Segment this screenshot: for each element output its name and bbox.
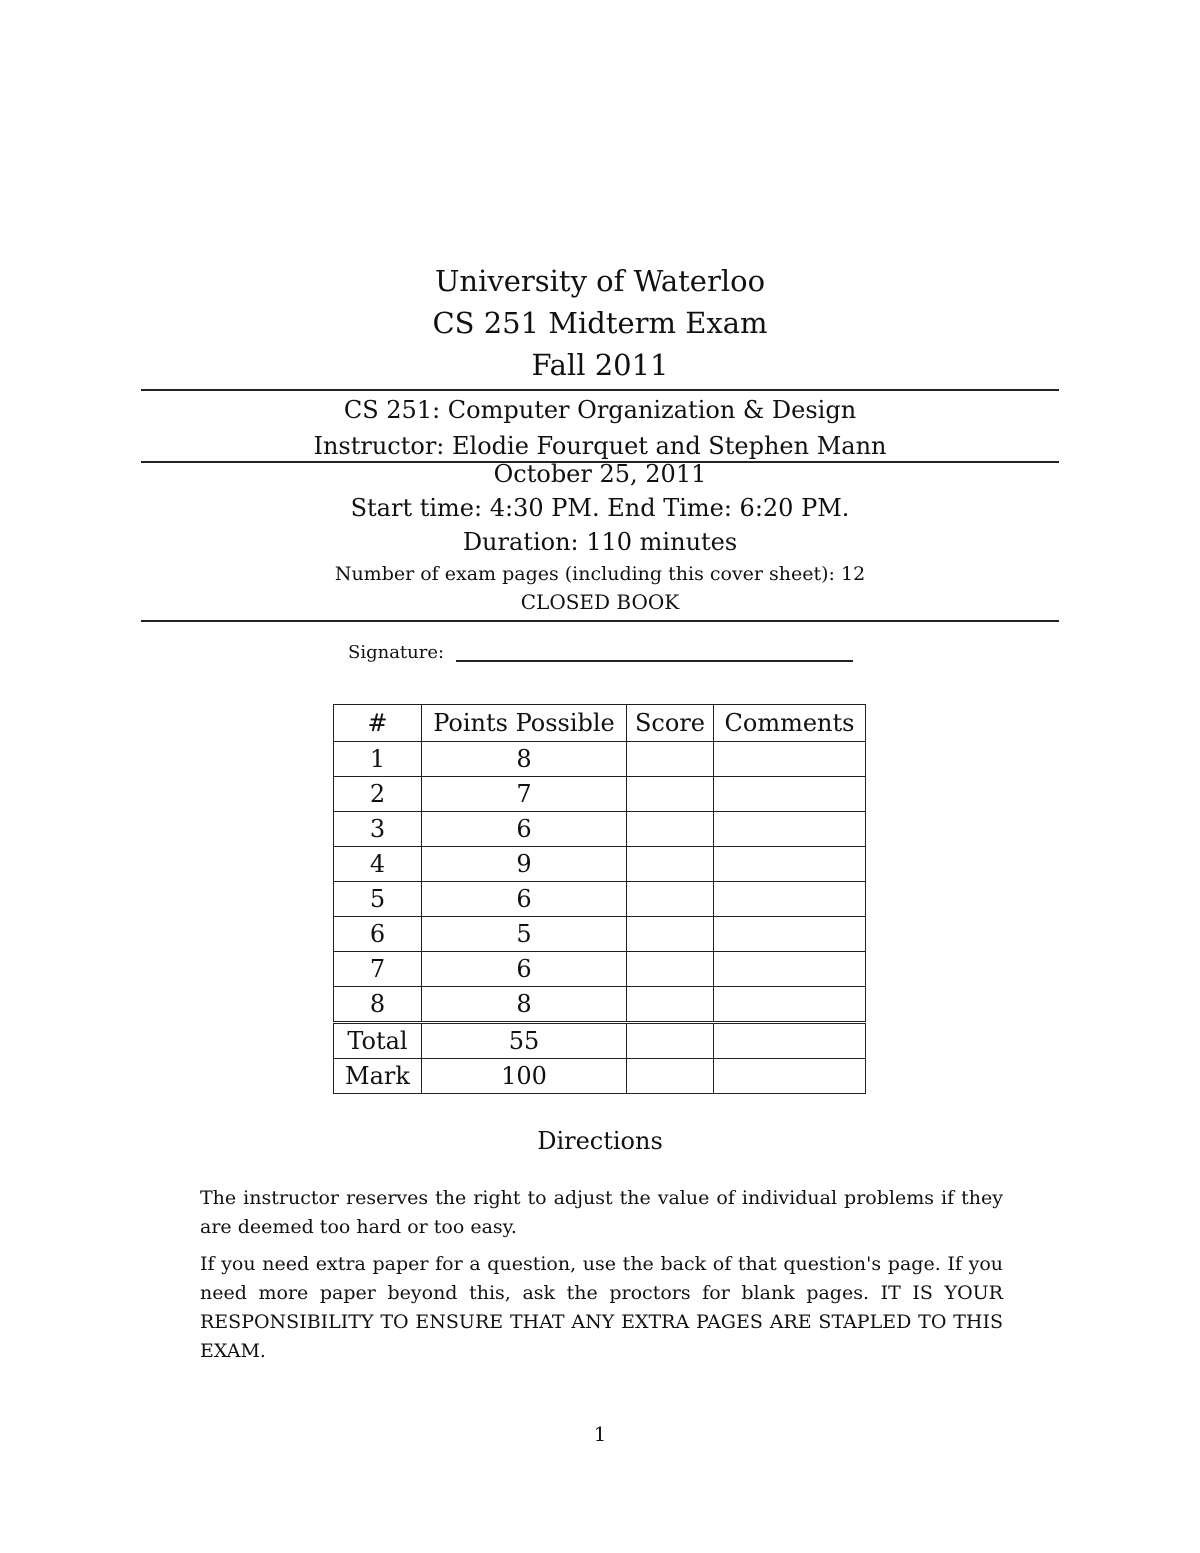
comments-cell <box>714 917 866 952</box>
mark-row <box>334 1059 866 1094</box>
comments-cell <box>714 742 866 777</box>
exam-date: October 25, 2011 <box>493 460 707 488</box>
instructor-line: Instructor: Elodie Fourquet and Stephen Mann <box>313 432 887 460</box>
header-points-possible: Points Possible <box>422 705 627 742</box>
score-table <box>333 704 866 1094</box>
signature-line[interactable] <box>456 660 853 662</box>
score-cell <box>627 917 714 952</box>
mark-points: 100 <box>422 1059 627 1094</box>
question-number: 2 <box>334 777 422 812</box>
comments-cell <box>714 777 866 812</box>
comments-cell <box>714 987 866 1023</box>
question-number: 8 <box>334 987 422 1023</box>
question-number: 5 <box>334 882 422 917</box>
table-row <box>334 952 866 987</box>
table-row <box>334 777 866 812</box>
question-number: 7 <box>334 952 422 987</box>
question-number: 1 <box>334 742 422 777</box>
score-cell <box>627 882 714 917</box>
total-row <box>334 1023 866 1059</box>
exam-title: CS 251 Midterm Exam <box>432 306 768 340</box>
divider-top <box>141 389 1059 391</box>
directions-heading: Directions <box>537 1127 663 1155</box>
comments-cell <box>714 882 866 917</box>
score-cell <box>627 777 714 812</box>
signature-label: Signature: <box>348 642 445 663</box>
points-possible: 6 <box>422 952 627 987</box>
course-title: CS 251: Computer Organization & Design <box>343 396 857 424</box>
question-number: 6 <box>334 917 422 952</box>
table-row <box>334 917 866 952</box>
total-comments-cell <box>714 1023 866 1059</box>
score-cell <box>627 987 714 1023</box>
closed-book-notice: CLOSED BOOK <box>520 590 680 614</box>
comments-cell <box>714 847 866 882</box>
total-score-cell <box>627 1023 714 1059</box>
comments-cell <box>714 952 866 987</box>
score-cell <box>627 742 714 777</box>
table-row <box>334 882 866 917</box>
header-score: Score <box>627 705 714 742</box>
divider-bottom <box>141 620 1059 622</box>
mark-comments-cell <box>714 1059 866 1094</box>
points-possible: 6 <box>422 812 627 847</box>
header-number: # <box>334 705 422 742</box>
exam-times: Start time: 4:30 PM. End Time: 6:20 PM. <box>350 494 850 522</box>
total-points: 55 <box>422 1023 627 1059</box>
comments-cell <box>714 812 866 847</box>
table-row <box>334 742 866 777</box>
points-possible: 5 <box>422 917 627 952</box>
university-title: University of Waterloo <box>434 264 766 298</box>
directions-paragraph-2: If you need extra paper for a question, use the back of that question's page. If you need more paper beyond this, ask the proctors for blank pages. IT IS YOUR RESPONSIBILITY TO ENSURE THAT ANY EXTRA PAGES ARE STAPLED TO THIS EXAM. <box>200 1253 1003 1362</box>
points-possible: 8 <box>422 742 627 777</box>
total-label: Total <box>334 1023 422 1059</box>
table-row <box>334 987 866 1023</box>
question-number: 4 <box>334 847 422 882</box>
points-possible: 6 <box>422 882 627 917</box>
exam-duration: Duration: 110 minutes <box>462 528 738 556</box>
header-comments: Comments <box>714 705 866 742</box>
score-cell <box>627 952 714 987</box>
question-number: 3 <box>334 812 422 847</box>
points-possible: 9 <box>422 847 627 882</box>
points-possible: 8 <box>422 987 627 1023</box>
mark-score-cell <box>627 1059 714 1094</box>
score-cell <box>627 847 714 882</box>
table-header-row <box>334 705 866 742</box>
directions-paragraph-1: The instructor reserves the right to adjust the value of individual problems if they are deemed too hard or too easy. <box>200 1187 1003 1238</box>
mark-label: Mark <box>334 1059 422 1094</box>
exam-term: Fall 2011 <box>531 348 669 382</box>
page-number: 1 <box>593 1422 607 1446</box>
score-cell <box>627 812 714 847</box>
points-possible: 7 <box>422 777 627 812</box>
table-row <box>334 812 866 847</box>
page-count: Number of exam pages (including this cover sheet): 12 <box>334 563 866 585</box>
table-row <box>334 847 866 882</box>
